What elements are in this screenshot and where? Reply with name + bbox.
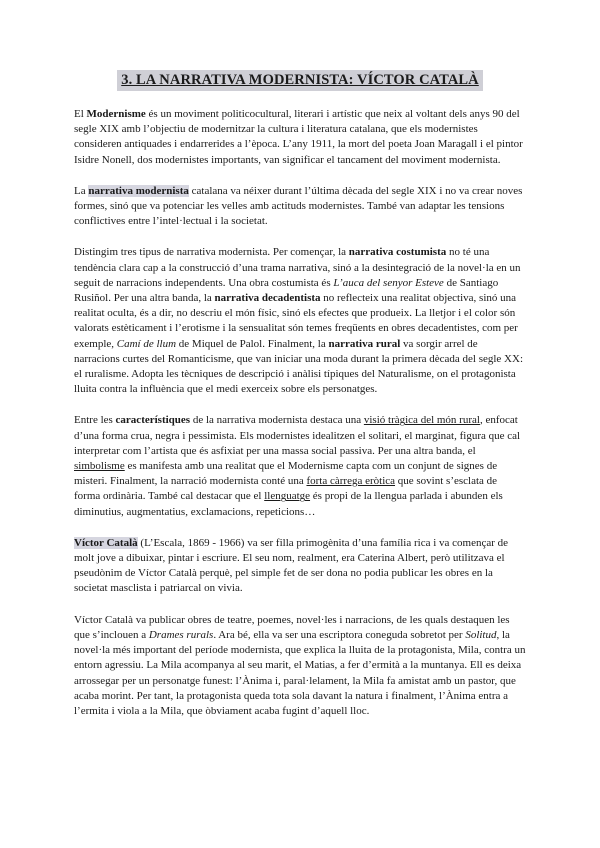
term-narrativa-modernista: narrativa modernista [88, 184, 189, 197]
paragraph-modernisme: El Modernisme és un moviment politicocultural, literari i artístic que neix al voltant dels anys 90 del segle XIX amb l’objectiu de modernitzar la cultura i literatura catalana, que els modernistes consideren antiquades i endarrerides a l’època. L’any 1911, la mort del poeta Joan Maragall i el pintor Isidre Nonell, dos modernistes importants, van significar el tancament del moviment modernista. [74, 108, 523, 166]
term-visio-tragica: visió tràgica del món rural [363, 414, 480, 427]
work-drames-rurals: Drames rurals [148, 628, 214, 641]
term-victor-catala: Víctor Català [74, 536, 138, 549]
paragraph-caracteristiques: Entre les característiques de la narrativa modernista destaca una visió tràgica del món rural, enfocat d’una forma crua, negra i pessimista. Els modernistes idealitzen el solitari, el marginat, figura que cal interpretar com l’artista que és asfixiat per una massa social passiva. Per una altra banda, el simbolisme es manifesta amb una realitat que el Modernisme capta com un conjunt de signes de misteri. Finalment, la narració modernista conté una forta càrrega eròtica que sovint s’esclata de forma ordinària. També cal destacar que el llenguatge és propi de la llengua parlada i abunden els diminutius, augmentatius, exclamacions, repeticions… [74, 414, 521, 518]
term-simbolisme: simbolisme [74, 460, 125, 473]
term-caracteristiques: característiques [115, 414, 191, 427]
work-cami-de-llum: Camí de llum [116, 337, 177, 350]
term-llenguatge: llenguatge [264, 490, 311, 503]
document-body [74, 107, 526, 735]
term-modernisme: Modernisme [86, 108, 146, 120]
paragraph-victor-catala-obra: Víctor Català va publicar obres de teatre, poemes, novel·les i narracions, de les quals destaquen les que s’inclouen a Drames rurals. Ara bé, ella va ser una escriptora coneguda sobretot per Solitud, la novel·la més important del període modernista, que explica la lluita de la protagonista, Mila, contra un entorn agressiu. La Mila acompanya al seu marit, el Matias, a fer d’ermità a la muntanya. Ell es deixa arrossegar per un personatge funest: l’Ànima i, paral·lelament, la Mila fa amistat amb un pastor, que acaba morint. Per tant, la protagonista queda tota sola davant la natura i finalment, l’Ànima entra a l’ermita i viola a la Mila, que òbviament acaba fugint d’aquell lloc. [74, 613, 526, 717]
paragraph-victor-catala-bio: Víctor Català (L’Escala, 1869 - 1966) va ser filla primogènita d’una família rica i va començar de molt jove a dibuixar, pintar i escriure. El seu nom, realment, era Caterina Albert, però utilitzava el pseudònim de Víctor Català perquè, pel simple fet de ser dona no podia publicar les obres en la societat masclista i patriarcal on vivia. [74, 536, 509, 595]
term-forta-carrega-erotica: forta càrrega eròtica [306, 475, 396, 488]
title-container [0, 70, 600, 91]
work-solitud: Solitud [465, 628, 497, 641]
term-narrativa-decadentista: narrativa decadentista [214, 292, 321, 305]
page-title: 3. LA NARRATIVA MODERNISTA: VÍCTOR CATALÀ [117, 70, 483, 91]
paragraph-tipus-narrativa: Distingim tres tipus de narrativa modernista. Per començar, la narrativa costumista no té una tendència clara cap a la construcció d’una trama narrativa, sinó a la desintegració de la novel·la en un seguit de narracions independents. Una obra costumista és L’auca del senyor Esteve de Santiago Rusiñol. Per una altra banda, la narrativa decadentista no reflecteix una realitat objectiva, sinó una realitat oculta, és a dir, no descriu el món físic, sinó els efectes que produeix. La lletjor i el color són valorats estèticament i l’erotisme i la sensualitat són temes freqüents en obres decadentistes, com per exemple, Camí de llum de Miquel de Palol. Finalment, la narrativa rural va sorgir arrel de narracions curtes del Romanticisme, que van iniciar una moda durant la primera dècada del segle XX: el ruralisme. Adopta les tècniques de descripció i anàlisi típiques del Naturalisme, on el protagonista lluita contra la influència que el medi exerceix sobre els personatges. [74, 246, 523, 396]
work-auca-senyor-esteve: L’auca del senyor Esteve [333, 276, 444, 289]
term-narrativa-rural: narrativa rural [328, 337, 401, 350]
term-narrativa-costumista: narrativa costumista [348, 246, 447, 259]
paragraph-narrativa-modernista: La narrativa modernista catalana va néixer durant l’última dècada del segle XIX i no va crear noves formes, sinó que va potenciar les velles amb actituds modernistes. També van adaptar les tensions conflictives entre l’intel·lectual i la societat. [74, 184, 523, 228]
